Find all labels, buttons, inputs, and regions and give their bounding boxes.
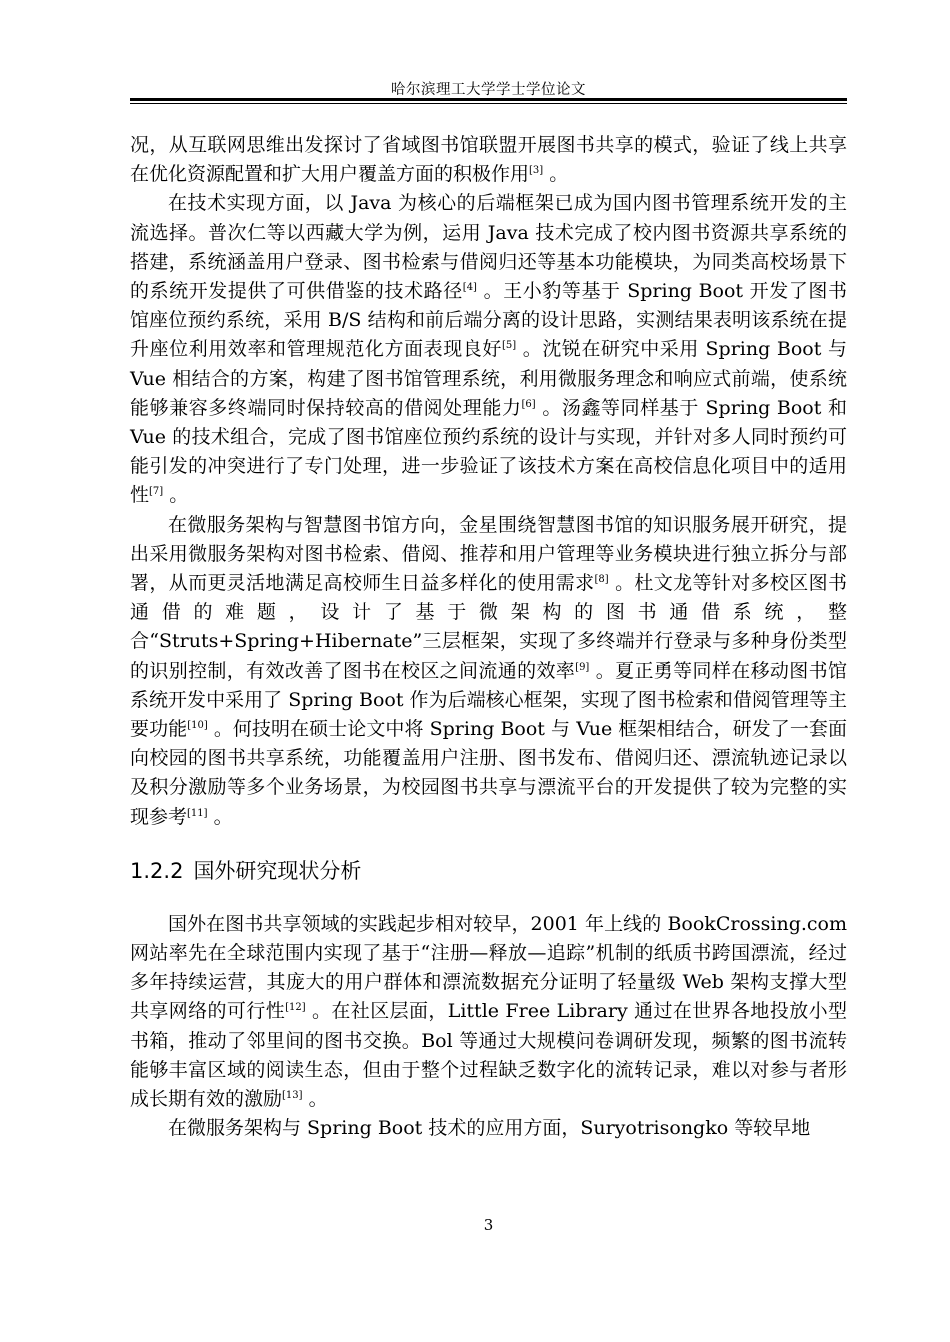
citation-ref: [9] bbox=[575, 661, 590, 673]
header-rule-thin bbox=[130, 103, 847, 104]
paragraph-p3 bbox=[130, 511, 847, 832]
citation-ref: [5] bbox=[501, 340, 517, 352]
paragraph-text: 在微服务架构与智慧图书馆方向，金星围绕智慧图书馆的知识服务展开研究，提出采用微服务架构对图书检索、借阅、推荐和用户管理等业务模块进行独立拆分与部署，从而更灵活地满足高校师生日益多样化的使用需求 bbox=[130, 513, 847, 595]
citation-ref: [13] bbox=[282, 1090, 303, 1102]
paragraph-text: 。沈锐在研究中采用 Spring Boot 与 Vue 相结合的方案，构建了图书馆管理系统，利用微服务理念和响应式前端，使系统能够兼容多终端同时保持较高的借阅处理能力 bbox=[130, 338, 847, 419]
citation-ref: [6] bbox=[521, 398, 536, 410]
page-number: 3 bbox=[483, 1216, 494, 1234]
paragraph-text: 国外在图书共享领域的实践起步相对较早，2001 年上线的 BookCrossing.com 网站率先在全球范围内实现了基于“注册—释放—追踪”机制的纸质书跨国漂流，经过多年持续运营，其庞大的用户群体和漂流数据充分证明了轻量级 Web 架构支撑大型共享网络的可行性 bbox=[130, 912, 847, 1023]
paragraph-group-chinese-research bbox=[130, 131, 847, 832]
running-header: 哈尔滨理工大学学士学位论文 bbox=[391, 82, 586, 98]
paragraph-text: 。 bbox=[163, 484, 189, 507]
paragraph-text: 。杜文龙等针对多校区图书通借的难题，设计了基于微架构的图书通借系统，整合“Struts+Spring+Hibernate”三层框架，实现了多终端并行登录与多种身份类型的识别控制，有效改善了图书在校区之间流通的效率 bbox=[130, 572, 847, 682]
section-title: 国外研究现状分析 bbox=[193, 858, 362, 883]
section-heading bbox=[130, 856, 847, 886]
citation-ref: [10] bbox=[187, 720, 208, 732]
page-body bbox=[130, 131, 847, 1144]
citation-ref: [11] bbox=[187, 807, 208, 819]
paragraph-text: 。何技明在硕士论文中将 Spring Boot 与 Vue 框架相结合，研发了一套面向校园的图书共享系统，功能覆盖用户注册、图书发布、借阅归还、漂流轨迹记录以及积分激励等多个业务场景，为校园图书共享与漂流平台的开发提供了较为完整的实现参考 bbox=[130, 718, 847, 828]
paragraph-text: 。汤鑫等同样基于 Spring Boot 和 Vue 的技术组合，完成了图书馆座位预约系统的设计与实现，并针对多人同时预约可能引发的冲突进行了专门处理，进一步验证了该技术方案在高校信息化项目中的适用性 bbox=[130, 396, 847, 507]
citation-ref: [3] bbox=[529, 165, 544, 177]
header-rule-thick bbox=[130, 98, 847, 101]
paragraph-group-foreign-research bbox=[130, 910, 847, 1144]
paragraph-p1 bbox=[130, 131, 847, 189]
citation-ref: [4] bbox=[462, 282, 477, 294]
paragraph-text: 。夏正勇等同样在移动图书馆系统开发中采用了 Spring Boot 作为后端核心框架，实现了图书检索和借阅管理等主要功能 bbox=[130, 659, 847, 741]
section-number: 1.2.2 bbox=[130, 858, 184, 883]
citation-ref: [8] bbox=[594, 574, 609, 586]
paragraph-text: 。在社区层面，Little Free Library 通过在世界各地投放小型书箱，推动了邻里间的图书交换。Bol 等通过大规模问卷调研发现，频繁的图书流转能够丰富区域的阅读生态，但由于整个过程缺乏数字化的流转记录，难以对参与者形成长期有效的激励 bbox=[130, 1000, 847, 1111]
citation-ref: [7] bbox=[149, 486, 164, 498]
paragraph-text: 况，从互联网思维出发探讨了省域图书馆联盟开展图书共享的模式，验证了线上共享在优化资源配置和扩大用户覆盖方面的积极作用 bbox=[130, 134, 847, 186]
paragraph-p2 bbox=[130, 189, 847, 510]
paragraph-text: 。王小豹等基于 Spring Boot 开发了图书馆座位预约系统，采用 B/S 结构和前后端分离的设计思路，实测结果表明该系统在提升座位利用效率和管理规范化方面表现良好 bbox=[130, 280, 847, 361]
paragraph-p4 bbox=[130, 910, 847, 1114]
paragraph-text: 。 bbox=[302, 1088, 328, 1111]
paragraph-text: 。 bbox=[207, 805, 233, 828]
paragraph-text: 在微服务架构与 Spring Boot 技术的应用方面，Suryotrisongko 等较早地 bbox=[168, 1117, 811, 1140]
paragraph-text: 。 bbox=[543, 163, 569, 186]
citation-ref: [12] bbox=[285, 1002, 306, 1014]
paragraph-text: 在技术实现方面，以 Java 为核心的后端框架已成为国内图书管理系统开发的主流选择。普次仁等以西藏大学为例，运用 Java 技术完成了校内图书资源共享系统的搭建，系统涵盖用户登录、图书检索与借阅归还等基本功能模块，为同类高校场景下的系统开发提供了可供借鉴的技术路径 bbox=[130, 192, 847, 303]
paragraph-p5 bbox=[130, 1114, 847, 1143]
